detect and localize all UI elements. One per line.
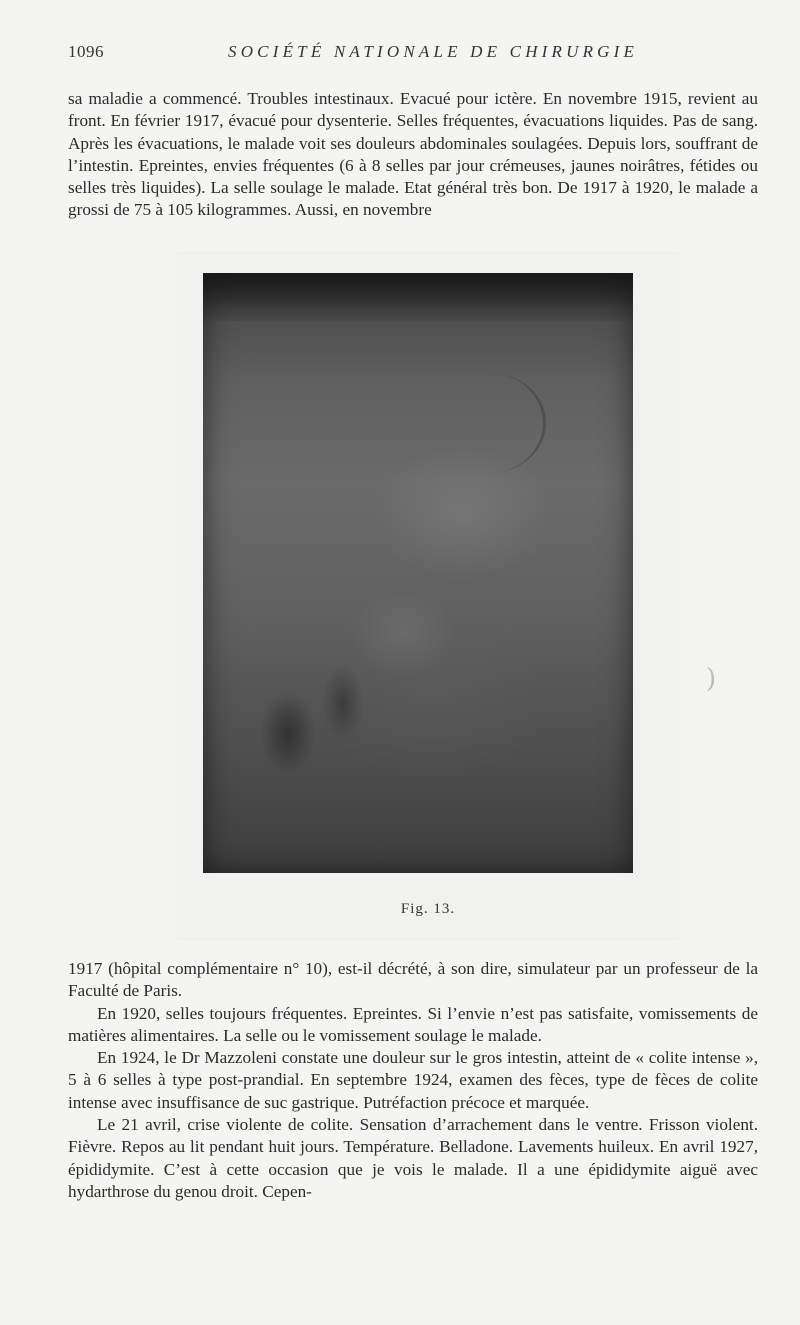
radiograph-image [203,273,633,873]
paragraph: 1917 (hôpital complémentaire n° 10), est-il décrété, à son dire, simulateur par un professeur de la Faculté de Paris. [68,959,758,1001]
radiograph-arc-shadow [433,373,546,473]
running-title: SOCIÉTÉ NATIONALE DE CHIRURGIE [228,42,639,61]
paragraph: sa maladie a commencé. Troubles intestinaux. Evacué pour ictère. En novembre 1915, revient au front. En février 1917, évacué pour dysenterie. Selles fréquentes, évacuations liquides. Pas de sang. Après les évacuations, le malade voit ses douleurs abdominales soulagées. Depuis lors, souffrant de l’intestin. Epreintes, envies fréquentes (6 à 8 selles par jour crémeuses, jaunes noirâtres, fétides ou selles très liquides). La selle soulage le malade. Etat général très bon. De 1917 à 1920, le malade a grossi de 75 à 105 kilogrammes. Aussi, en novembre [68,89,758,220]
paragraph: En 1924, le Dr Mazzoleni constate une douleur sur le gros intestin, atteint de « colite intense », 5 à 6 selles à type post-prandial. En septembre 1924, examen des fèces, type de fèces de colite intense avec insuffisance de suc gastrique. Putréfaction précoce et marquée. [68,1048,758,1112]
margin-mark: ) [706,664,717,694]
paragraph: En 1920, selles toujours fréquentes. Epreintes. Si l’envie n’est pas satisfaite, vomissements de matières alimentaires. La selle ou le vomissement soulage le malade. [68,1003,758,1045]
page-header [68,42,758,66]
radiograph-dark-band [203,273,633,321]
figure-caption: Fig. 13. [400,901,456,917]
page-number: 1096 [68,42,104,61]
paragraph: Le 21 avril, crise violente de colite. Sensation d’arrachement dans le ventre. Frisson violent. Fièvre. Repos au lit pendant huit jours. Température. Belladone. Lavements huileux. En avril 1927, épididymite. C’est à cette occasion que je vois le malade. Il a une épididymite aiguë avec hydarthrose du genou droit. Cepen- [68,1115,758,1201]
top-text-block [68,88,758,222]
bottom-text-block [68,958,758,1203]
figure-13 [177,252,679,940]
